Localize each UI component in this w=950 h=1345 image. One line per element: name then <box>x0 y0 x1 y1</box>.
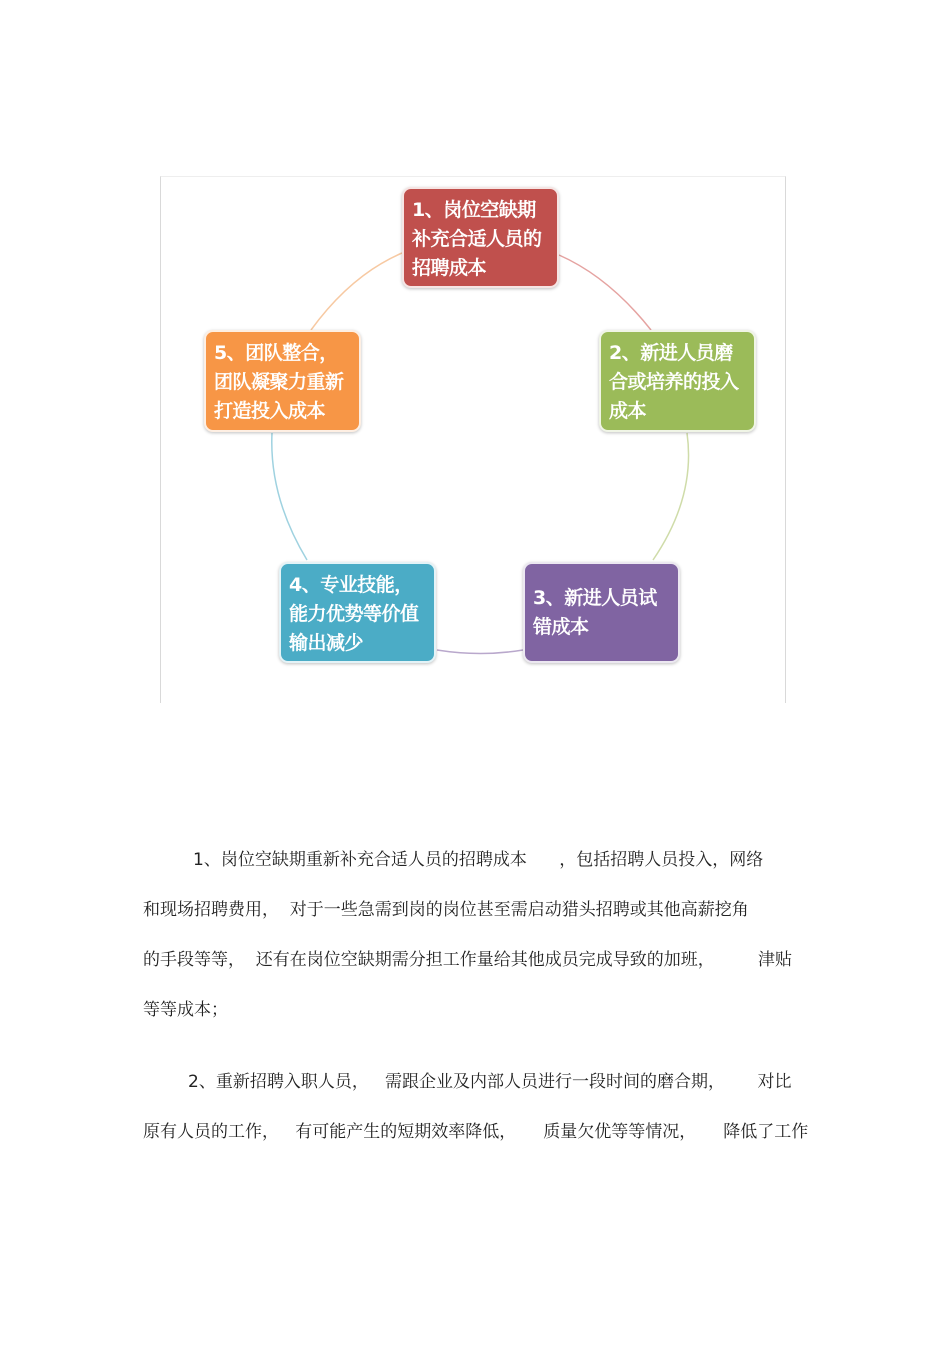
cycle-node-4 <box>279 562 436 663</box>
cycle-node-2 <box>599 330 756 432</box>
cycle-diagram <box>160 176 786 703</box>
node-2-line-1: 2、新进人员磨 <box>609 342 733 364</box>
node-3-line-2: 错成本 <box>533 616 589 638</box>
node-5-line-3: 打造投入成本 <box>214 400 326 422</box>
node-3-line-1: 3、新进人员试 <box>533 587 657 609</box>
node-2-line-3: 成本 <box>609 400 647 422</box>
node-4-line-2: 能力优势等价值 <box>289 603 419 625</box>
node-5-line-2: 团队凝聚力重新 <box>214 371 344 393</box>
connector-5-1 <box>311 253 402 330</box>
connector-1-2 <box>559 255 651 330</box>
node-4-line-1: 4、专业技能， <box>289 574 413 596</box>
connector-3-4 <box>437 650 523 654</box>
node-1-line-3: 招聘成本 <box>412 257 487 279</box>
node-5-line-1: 5、团队整合， <box>214 342 338 364</box>
node-4-line-3: 输出减少 <box>289 632 364 654</box>
node-1-line-2: 补充合适人员的 <box>412 228 542 250</box>
cycle-node-5 <box>204 330 361 432</box>
paragraph-1-line-2: 和现场招聘费用， 对于一些急需到岗的岗位甚至需启动猎头招聘或其他高薪挖角 <box>143 900 749 920</box>
paragraph-2-line-2: 原有人员的工作， 有可能产生的短期效率降低， 质量欠优等等情况， 降低了工作 <box>143 1122 809 1142</box>
paragraph-1-line-1: 1、岗位空缺期重新补充合适人员的招聘成本 ，包括招聘人员投入，网络 <box>193 850 764 870</box>
node-1-line-1: 1、岗位空缺期 <box>412 199 536 221</box>
connector-2-3 <box>653 433 689 560</box>
paragraph-2-line-1: 2、重新招聘入职人员， 需跟企业及内部人员进行一段时间的磨合期， 对比 <box>188 1072 792 1092</box>
cycle-node-1 <box>402 187 559 288</box>
connector-4-5 <box>272 433 307 560</box>
cycle-node-3 <box>523 562 680 663</box>
paragraph-1-line-3: 的手段等等， 还有在岗位空缺期需分担工作量给其他成员完成导致的加班， 津贴 <box>143 950 793 970</box>
node-2-line-2: 合或培养的投入 <box>609 371 739 393</box>
paragraph-1-line-4: 等等成本； <box>143 1000 228 1020</box>
